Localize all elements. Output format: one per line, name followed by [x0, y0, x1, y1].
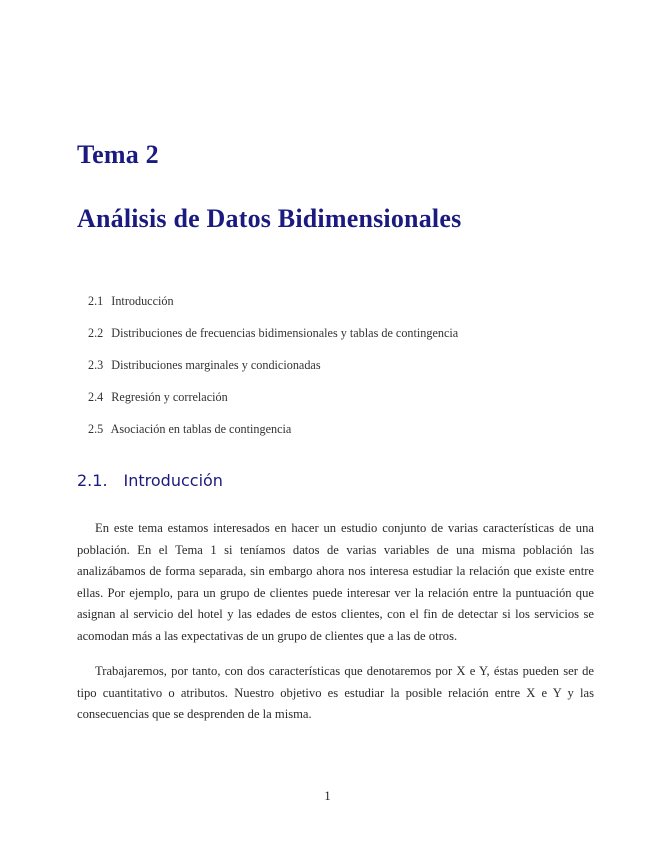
toc-item-number: 2.5 [88, 422, 104, 436]
section-number: 2.1. [77, 471, 108, 490]
page-number: 1 [324, 789, 331, 803]
toc-item-title: Asociación en tablas de contingencia [110, 422, 292, 436]
toc-item-number: 2.4 [88, 390, 104, 404]
body-paragraph: En este tema estamos interesados en hacer un estudio conjunto de varias características de una población. En el Tema 1 si teníamos datos de varias variables de una misma población las analizábamos de forma separada, sin embargo ahora nos interesa estudiar la relación que existe entre ellas. Por ejemplo, para un grupo de clientes puede interesar ver la relación entre la puntuación que asignan al servicio del hotel y las edades de estos clientes, con el fin de detectar si los servicios se acomodan más a las expectativas de un grupo de clientes que a las de otros. [77, 521, 594, 643]
section-heading [77, 471, 223, 490]
toc-item[interactable] [88, 324, 458, 356]
toc-item-title: Regresión y correlación [111, 390, 228, 404]
toc-item[interactable] [88, 420, 458, 452]
toc-item[interactable] [88, 356, 458, 388]
toc-item-number: 2.2 [88, 326, 104, 340]
toc-item-title: Distribuciones marginales y condicionadas [111, 358, 321, 372]
toc-item[interactable] [88, 292, 458, 324]
toc-item-number: 2.1 [88, 294, 104, 308]
table-of-contents [88, 292, 458, 452]
toc-item-title: Distribuciones de frecuencias bidimensionales y tablas de contingencia [111, 326, 459, 340]
body-paragraph: Trabajaremos, por tanto, con dos características que denotaremos por X e Y, éstas pueden ser de tipo cuantitativo o atributos. Nuestro objetivo es estudiar la posible relación entre X e Y y las consecuencias que se desprenden de la misma. [77, 664, 594, 722]
toc-item-title: Introducción [111, 294, 174, 308]
toc-item[interactable] [88, 388, 458, 420]
toc-item-number: 2.3 [88, 358, 104, 372]
chapter-label: Tema 2 [77, 140, 159, 169]
chapter-title: Análisis de Datos Bidimensionales [77, 204, 462, 233]
section-title: Introducción [123, 471, 223, 490]
